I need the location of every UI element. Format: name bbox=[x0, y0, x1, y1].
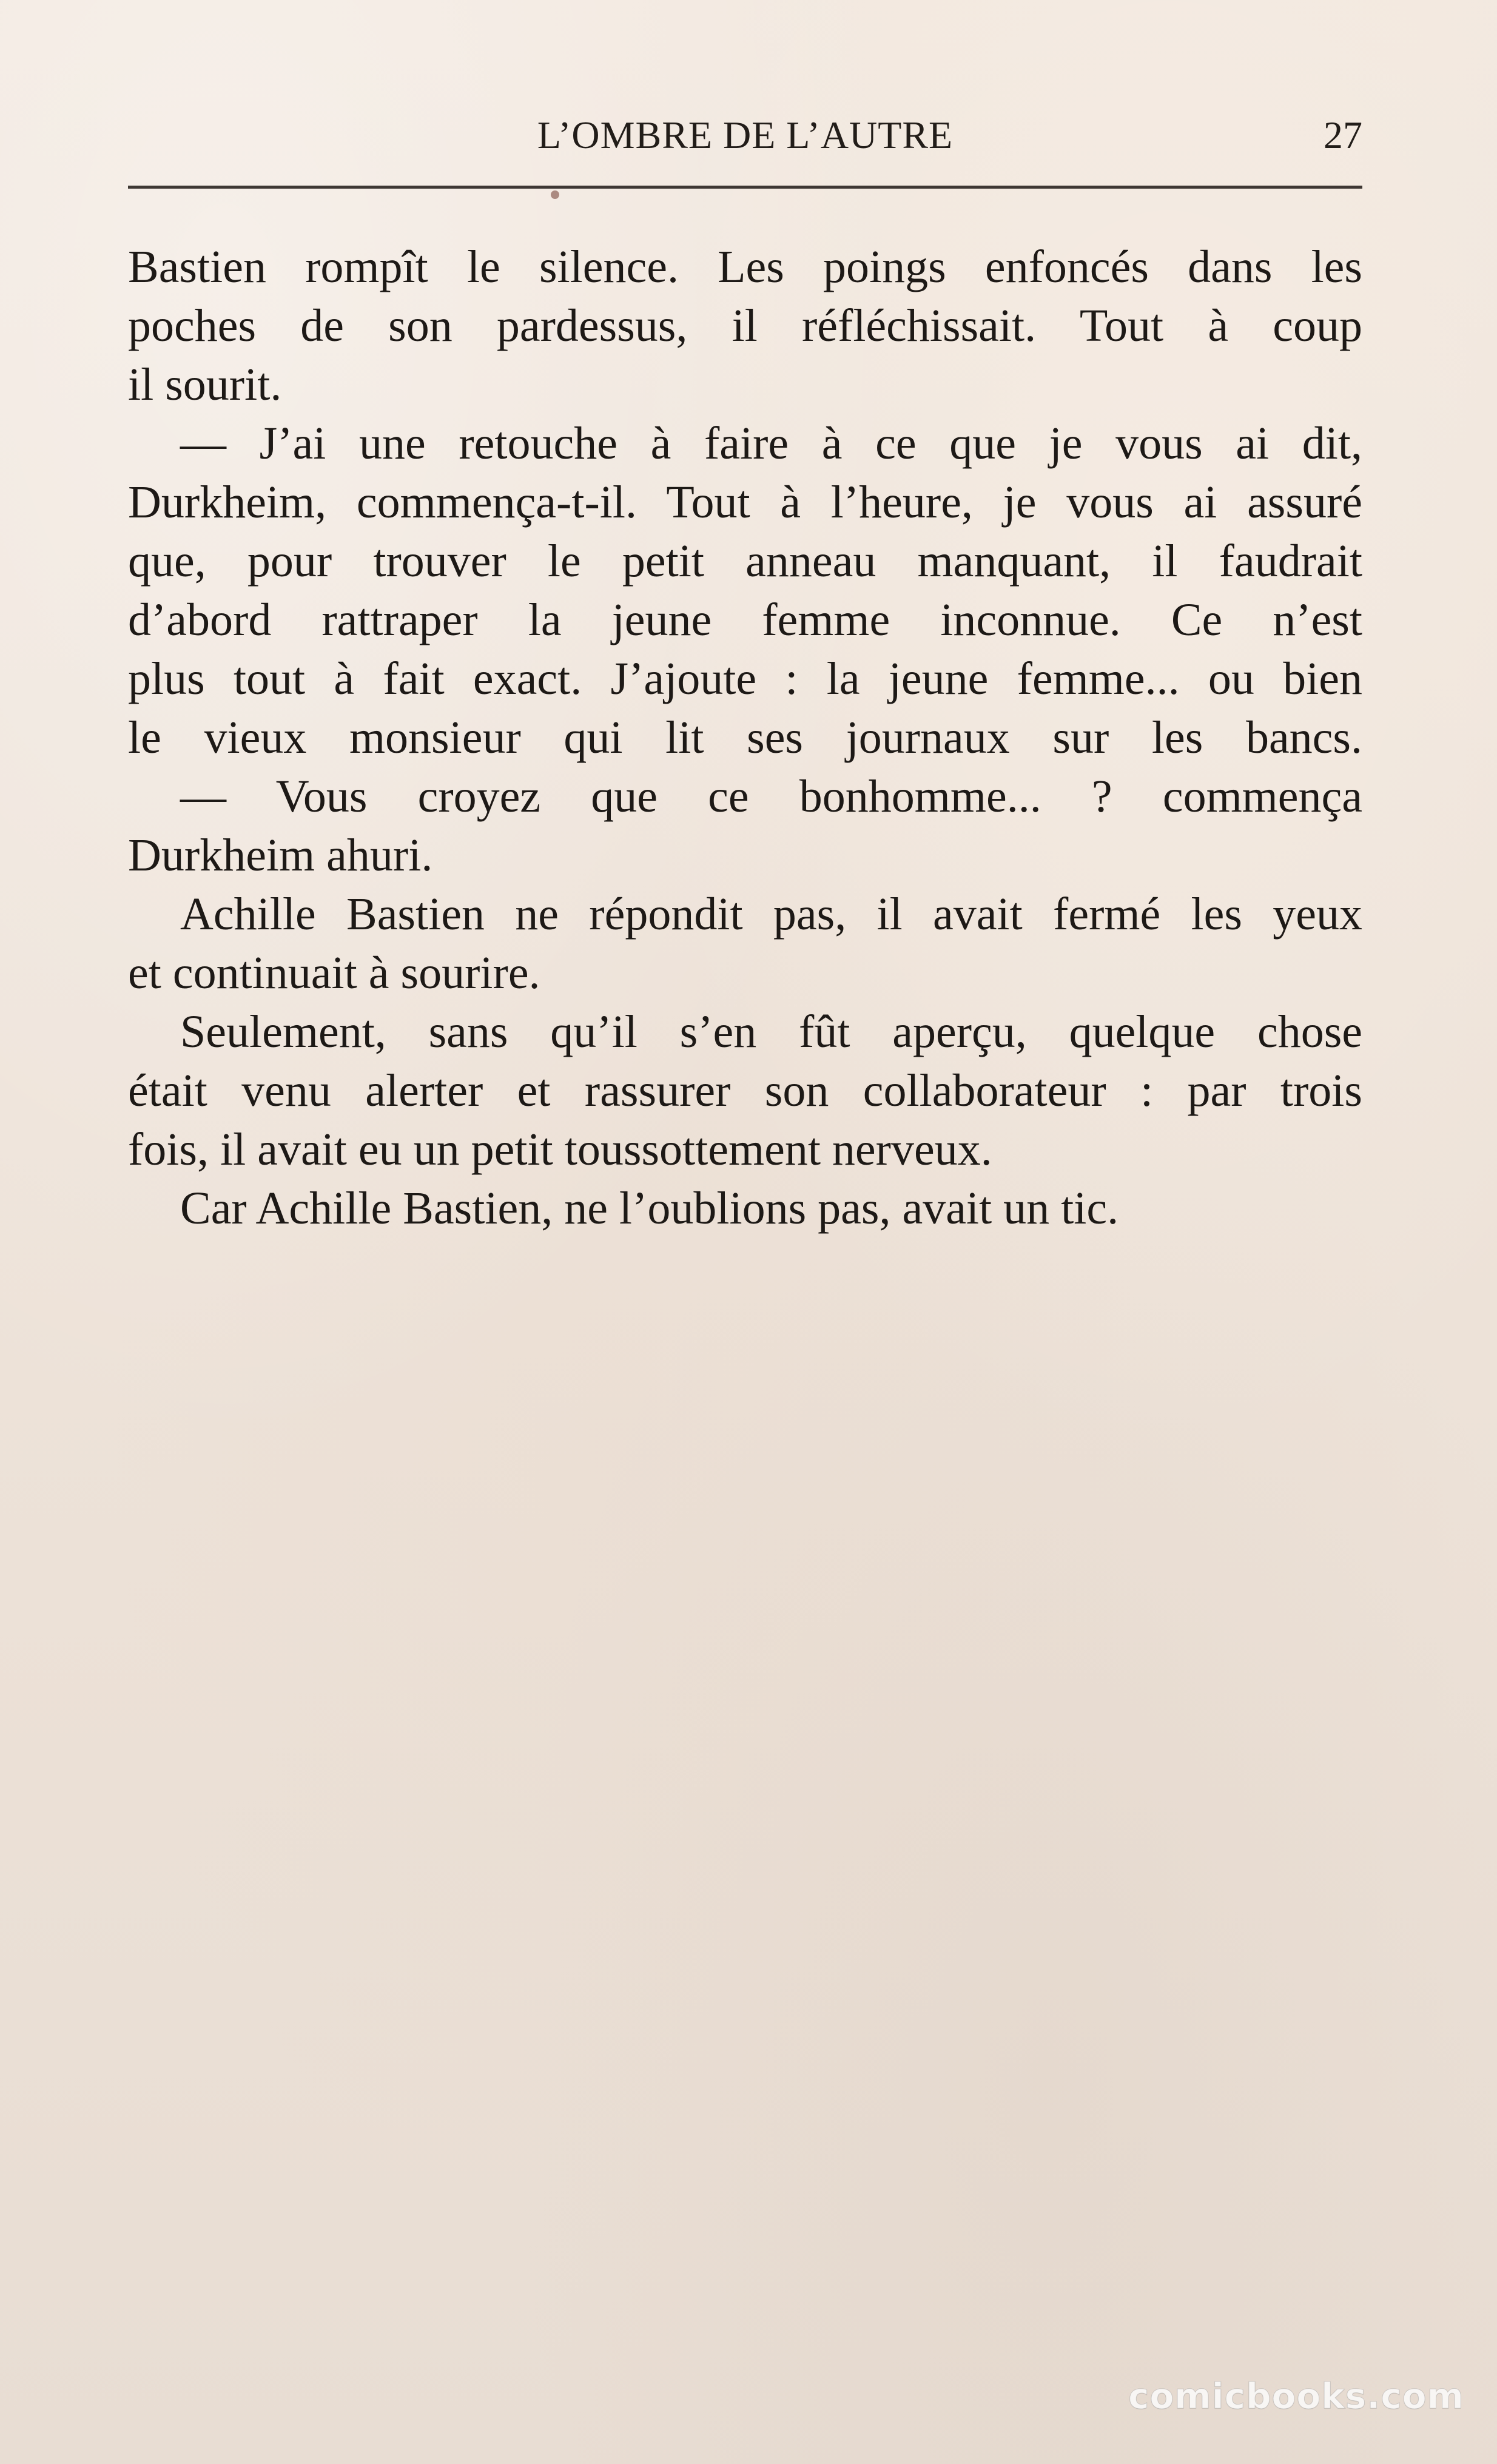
page-number: 27 bbox=[1324, 113, 1362, 157]
text-line: Durkheim, commença-t-il. Tout à l’heure, je vous ai assuré bbox=[128, 477, 1362, 528]
text-line: le vieux monsieur qui lit ses journaux sur les bancs. bbox=[128, 712, 1362, 763]
running-title: L’OMBRE DE L’AUTRE bbox=[537, 113, 954, 157]
text-line: il sourit. bbox=[128, 359, 282, 410]
text-line: Durkheim ahuri. bbox=[128, 830, 433, 881]
text-line: Bastien rompît le silence. Les poings enfoncés dans les bbox=[128, 241, 1362, 292]
text-line: Achille Bastien ne répondit pas, il avait fermé les yeux bbox=[180, 889, 1362, 940]
text-line: poches de son pardessus, il réfléchissait. Tout à coup bbox=[128, 300, 1362, 351]
watermark: comicbooks.com bbox=[1128, 2375, 1464, 2417]
text-line: était venu alerter et rassurer son collaborateur : par trois bbox=[128, 1065, 1362, 1116]
running-head bbox=[128, 110, 1362, 160]
text-line: d’abord rattraper la jeune femme inconnue. Ce n’est bbox=[128, 594, 1362, 645]
text-line: — Vous croyez que ce bonhomme... ? commença bbox=[180, 771, 1362, 822]
text-line: — J’ai une retouche à faire à ce que je vous ai dit, bbox=[180, 418, 1362, 469]
text-line: Seulement, sans qu’il s’en fût aperçu, quelque chose bbox=[180, 1006, 1362, 1057]
text-line: que, pour trouver le petit anneau manquant, il faudrait bbox=[128, 536, 1362, 587]
page-text bbox=[128, 238, 1362, 1238]
header-rule bbox=[128, 186, 1362, 189]
text-line: plus tout à fait exact. J’ajoute : la jeune femme... ou bien bbox=[128, 653, 1362, 704]
text-line: et continuait à sourire. bbox=[128, 948, 540, 998]
text-line: fois, il avait eu un petit toussottement nerveux. bbox=[128, 1124, 992, 1175]
text-line: Car Achille Bastien, ne l’oublions pas, avait un tic. bbox=[180, 1183, 1119, 1234]
ink-spot bbox=[551, 190, 559, 199]
